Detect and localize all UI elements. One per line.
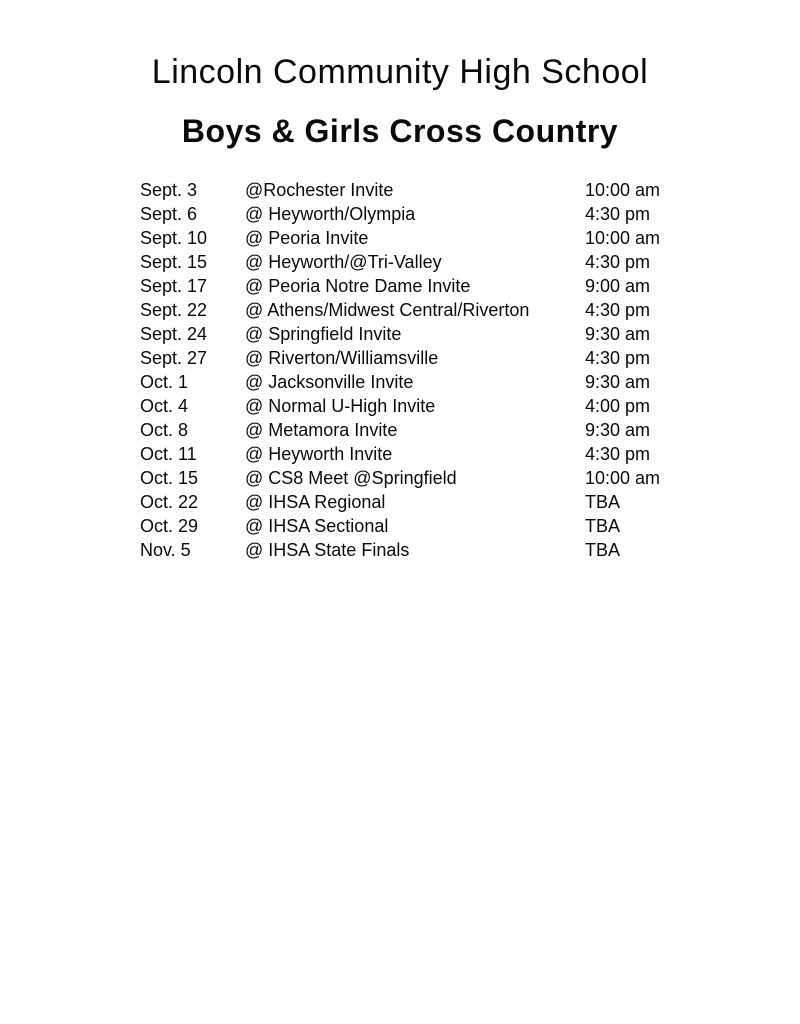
schedule-row — [140, 346, 680, 370]
schedule-time: TBA — [585, 540, 621, 560]
schedule-row — [140, 226, 680, 250]
schedule-event: @ Metamora Invite — [245, 420, 398, 440]
schedule-time: 4:30 pm — [585, 252, 651, 272]
schedule-date: Sept. 6 — [140, 204, 198, 224]
schedule-time: 4:30 pm — [585, 348, 651, 368]
schedule-date: Sept. 15 — [140, 252, 208, 272]
schedule-row — [140, 490, 680, 514]
schedule-date: Oct. 4 — [140, 396, 189, 416]
schedule-time: 4:30 pm — [585, 300, 651, 320]
schedule-row — [140, 514, 680, 538]
schedule-event: @ IHSA Sectional — [245, 516, 389, 536]
schedule-time: 9:30 am — [585, 324, 651, 344]
schedule-event: @ CS8 Meet @Springfield — [245, 468, 457, 488]
schedule-event: @ Athens/Midwest Central/Riverton — [245, 300, 530, 320]
schedule-row — [140, 322, 680, 346]
schedule-event: @ Peoria Invite — [245, 228, 369, 248]
schedule-time: 9:00 am — [585, 276, 651, 296]
schedule-row — [140, 250, 680, 274]
schedule-date: Sept. 3 — [140, 180, 198, 200]
schedule-event: @ Springfield Invite — [245, 324, 402, 344]
schedule-time: 4:30 pm — [585, 444, 651, 464]
schedule-event: @ Peoria Notre Dame Invite — [245, 276, 471, 296]
schedule-event: @ IHSA Regional — [245, 492, 386, 512]
schedule-date: Sept. 24 — [140, 324, 208, 344]
schedule-row — [140, 466, 680, 490]
schedule-event: @ Riverton/Williamsville — [245, 348, 439, 368]
schedule-time: 9:30 am — [585, 420, 651, 440]
schedule-time: 4:30 pm — [585, 204, 651, 224]
school-title: Lincoln Community High School — [151, 53, 649, 91]
schedule-event: @ Heyworth/Olympia — [245, 204, 416, 224]
schedule-time: 10:00 am — [585, 228, 661, 248]
schedule-row — [140, 370, 680, 394]
schedule-time: TBA — [585, 516, 621, 536]
schedule-date: Oct. 22 — [140, 492, 199, 512]
schedule-date: Oct. 29 — [140, 516, 199, 536]
schedule-date: Oct. 8 — [140, 420, 189, 440]
schedule-date: Sept. 22 — [140, 300, 208, 320]
schedule-row — [140, 442, 680, 466]
schedule-row — [140, 178, 680, 202]
schedule-event: @ Normal U-High Invite — [245, 396, 436, 416]
schedule-time: TBA — [585, 492, 621, 512]
schedule-date: Nov. 5 — [140, 540, 191, 560]
schedule-event: @ Jacksonville Invite — [245, 372, 414, 392]
schedule-row — [140, 418, 680, 442]
schedule-row — [140, 394, 680, 418]
schedule-row — [140, 538, 680, 562]
schedule-time: 4:00 pm — [585, 396, 651, 416]
schedule-row — [140, 202, 680, 226]
schedule-table — [140, 178, 680, 562]
schedule-row — [140, 298, 680, 322]
schedule-date: Oct. 11 — [140, 444, 197, 464]
schedule-date: Oct. 15 — [140, 468, 199, 488]
schedule-time: 9:30 am — [585, 372, 651, 392]
schedule-row — [140, 274, 680, 298]
schedule-date: Oct. 1 — [140, 372, 189, 392]
schedule-time: 10:00 am — [585, 180, 661, 200]
schedule-event: @ Heyworth/@Tri-Valley — [245, 252, 442, 272]
schedule-event: @ IHSA State Finals — [245, 540, 410, 560]
schedule-date: Sept. 10 — [140, 228, 208, 248]
event-title: Boys & Girls Cross Country — [181, 113, 619, 149]
schedule-date: Sept. 27 — [140, 348, 208, 368]
schedule-event: @Rochester Invite — [245, 180, 394, 200]
schedule-time: 10:00 am — [585, 468, 661, 488]
schedule-date: Sept. 17 — [140, 276, 208, 296]
schedule-event: @ Heyworth Invite — [245, 444, 393, 464]
